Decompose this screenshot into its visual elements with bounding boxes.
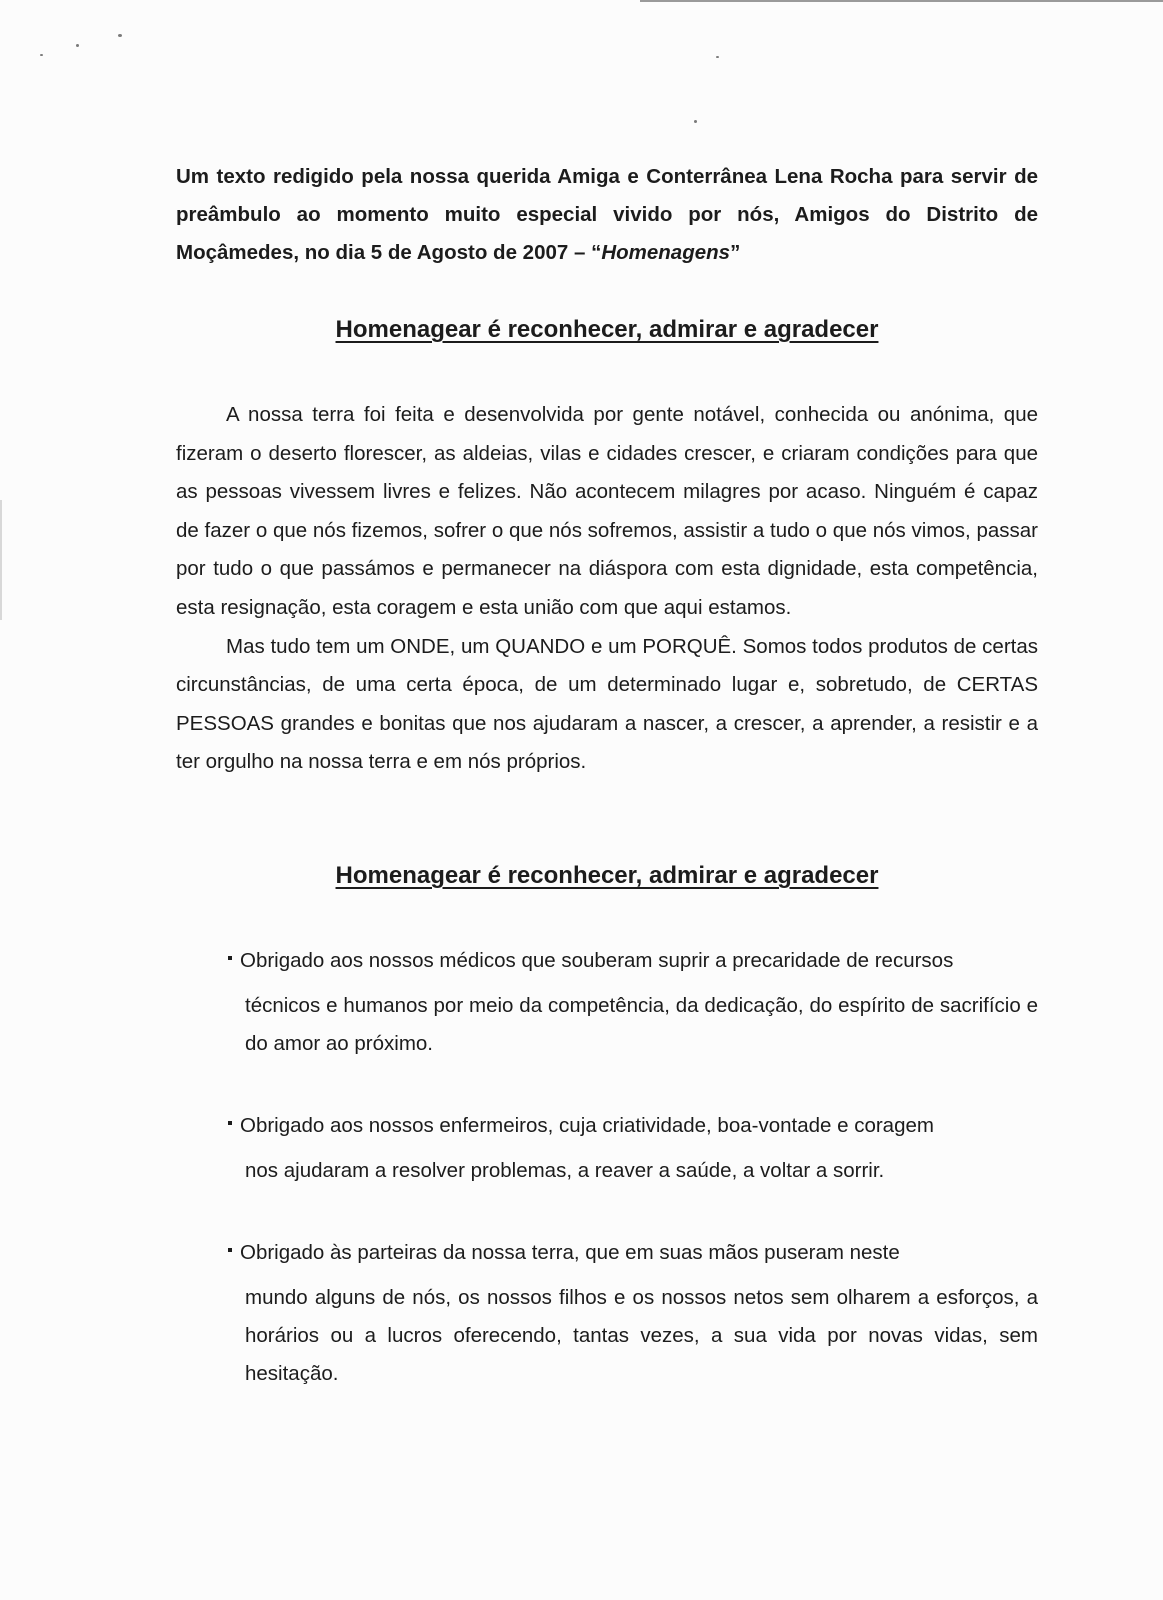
list-item	[228, 1108, 1038, 1190]
scan-speck	[40, 54, 43, 56]
intro-paragraph	[176, 158, 1038, 272]
list-item-continuation: nos ajudaram a resolver problemas, a reaver a saúde, a voltar a sorrir.	[245, 1159, 885, 1182]
list-item-continuation: mundo alguns de nós, os nossos filhos e os nossos netos sem olharem a esforços, a horários ou a lucros oferecendo, tantas vezes, a sua vida por novas vidas, sem hesitação.	[245, 1286, 1038, 1385]
bullet-icon	[228, 1121, 232, 1125]
list-item-first-line: Obrigado aos nossos médicos que souberam suprir a precaridade de recursos	[240, 949, 954, 972]
section-heading-2: Homenagear é reconhecer, admirar e agradecer	[335, 862, 879, 889]
scan-speck	[76, 44, 79, 47]
bullet-icon	[228, 956, 232, 960]
scan-speck	[694, 120, 697, 123]
list-item	[228, 1235, 1038, 1393]
scan-edge-left	[0, 500, 2, 620]
list-item-first-line: Obrigado às parteiras da nossa terra, que em suas mãos puseram neste	[240, 1241, 900, 1264]
list-item-continuation: técnicos e humanos por meio da competência, da dedicação, do espírito de sacrifício e do amor ao próximo.	[245, 994, 1038, 1055]
section-heading-1: Homenagear é reconhecer, admirar e agradecer	[335, 316, 879, 343]
intro-italic-title: Homenagens	[601, 241, 731, 264]
intro-quote-open: “	[591, 241, 602, 264]
bullet-icon	[228, 1248, 232, 1252]
scan-speck	[716, 56, 719, 58]
body-text	[176, 396, 1038, 782]
list-item-first-line: Obrigado aos nossos enfermeiros, cuja criatividade, boa-vontade e coragem	[240, 1114, 934, 1137]
intro-text: Um texto redigido pela nossa querida Amiga e Conterrânea Lena Rocha para servir de preâmbulo ao momento muito especial vivido por nós, Amigos do Distrito de Moçâmedes, no dia 5 de Agosto de 2007 –	[176, 165, 1038, 264]
body-paragraph-2: Mas tudo tem um ONDE, um QUANDO e um PORQUÊ. Somos todos produtos de certas circunstâncias, de uma certa época, de um determinado lugar e, sobretudo, de CERTAS PESSOAS grandes e bonitas que nos ajudaram a nascer, a crescer, a aprender, a resistir e a ter orgulho na nossa terra e em nós próprios.	[176, 634, 1038, 774]
scan-edge-top	[640, 0, 1163, 2]
intro-quote-close: ”	[730, 241, 741, 264]
scan-speck	[118, 34, 122, 37]
list-item	[228, 943, 1038, 1063]
body-paragraph-1: A nossa terra foi feita e desenvolvida por gente notável, conhecida ou anónima, que fizeram o deserto florescer, as aldeias, vilas e cidades crescer, e criaram condições para que as pessoas vivessem livres e felizes. Não acontecem milagres por acaso. Ninguém é capaz de fazer o que nós fizemos, sofrer o que nós sofremos, assistir a tudo o que nós vimos, passar por tudo o que passámos e permanecer na diáspora com esta dignidade, esta competência, esta resignação, esta coragem e esta união com que aqui estamos.	[176, 403, 1038, 619]
